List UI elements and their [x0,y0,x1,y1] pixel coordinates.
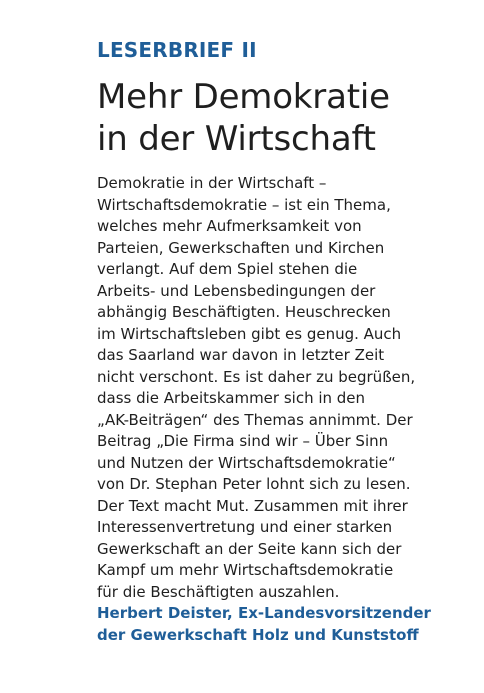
section-kicker: LESERBRIEF II [97,38,257,62]
article-title: Mehr Demokratie in der Wirtschaft [97,77,390,159]
article-body: Demokratie in der Wirtschaft – Wirtschaftsdemokratie – ist ein Thema, welches mehr Aufmerksamkeit von Parteien, Gewerkschaften und Kirchen verlangt. Auf dem Spiel stehen die Arbeits- und Lebensbedingungen der abhängig Beschäftigten. Heuschrecken im Wirtschaftsleben gibt es genug. Auch das Saarland war davon in letzter Zeit nicht verschont. Es ist daher zu begrüßen, dass die Arbeitskammer sich in den „AK-Beiträgen“ des Themas annimmt. Der Beitrag „Die Firma sind wir – Über Sinn und Nutzen der Wirtschaftsdemokratie“ von Dr. Stephan Peter lohnt sich zu lesen. Der Text macht Mut. Zusammen mit ihrer Interessenvertretung und einer starken Gewerkschaft an der Seite kann sich der Kampf um mehr Wirtschaftsdemokratie für die Beschäftigten auszahlen. [97,174,416,601]
author-signature: Herbert Deister, Ex-Landesvorsitzender der Gewerkschaft Holz und Kunststoff [97,604,431,644]
letter-article [97,38,457,646]
